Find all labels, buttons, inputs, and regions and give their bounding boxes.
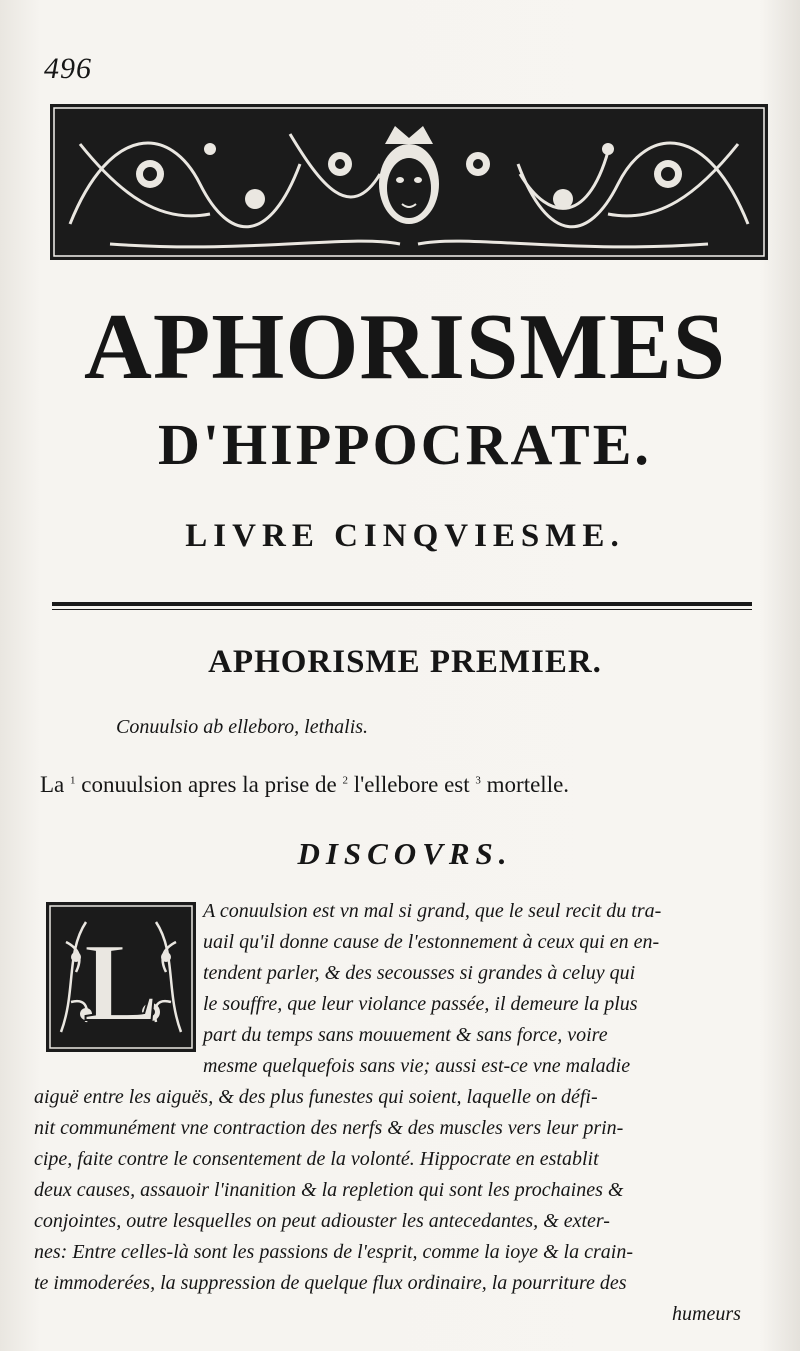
body-line: tendent parler, & des secousses si grandes à celuy qui xyxy=(203,962,636,984)
latin-aphorism: Conuulsio ab elleboro, lethalis. xyxy=(116,716,369,738)
page-number: 496 xyxy=(44,52,92,85)
body-line: A conuulsion est vn mal si grand, que le seul recit du tra- xyxy=(203,900,662,922)
french-part-2: conuulsion apres la prise de xyxy=(81,772,337,797)
catchword: humeurs xyxy=(672,1303,741,1325)
body-line: te immoderées, la suppression de quelque flux ordinaire, la pourriture des xyxy=(34,1272,627,1294)
body-line: mesme quelquefois sans vie; aussi est-ce vne maladie xyxy=(203,1055,631,1077)
title-dhippocrate: D'HIPPOCRATE. xyxy=(158,412,652,477)
french-part-4: mortelle. xyxy=(486,772,570,797)
body-line: cipe, faite contre le consentement de la volonté. Hippocrate en establit xyxy=(34,1148,599,1170)
body-line: deux causes, assauoir l'inanition & la repletion qui sont les prochaines & xyxy=(34,1179,624,1201)
title-aphorismes: APHORISMES xyxy=(84,295,726,399)
discours-heading: DISCOVRS. xyxy=(297,836,513,871)
body-line: nes: Entre celles-là sont les passions de l'esprit, comme la ioye & la crain- xyxy=(34,1241,633,1263)
footnote-marker-1: 1 xyxy=(70,774,76,787)
french-part-1: La xyxy=(40,772,65,797)
book-title: LIVRE CINQVIESME. xyxy=(185,518,625,554)
body-line: nit communément vne contraction des nerfs & des muscles vers leur prin- xyxy=(34,1117,624,1139)
body-line: uail qu'il donne cause de l'estonnement à ceux qui en en- xyxy=(203,931,660,953)
body-line: le souffre, que leur violance passée, il demeure la plus xyxy=(203,993,638,1015)
footnote-marker-2: 2 xyxy=(342,774,348,787)
french-part-3: l'ellebore est xyxy=(353,772,470,797)
dropcap-letter: L xyxy=(83,921,159,1045)
aphorism-heading: APHORISME PREMIER. xyxy=(208,644,602,680)
body-line: part du temps sans mouuement & sans force, voire xyxy=(203,1024,608,1046)
body-line: conjointes, outre lesquelles on peut adiouster les antecedantes, & exter- xyxy=(34,1210,610,1232)
body-line: aiguë entre les aiguës, & des plus funestes qui soient, laquelle on défi- xyxy=(34,1086,598,1108)
footnote-marker-3: 3 xyxy=(475,774,481,787)
